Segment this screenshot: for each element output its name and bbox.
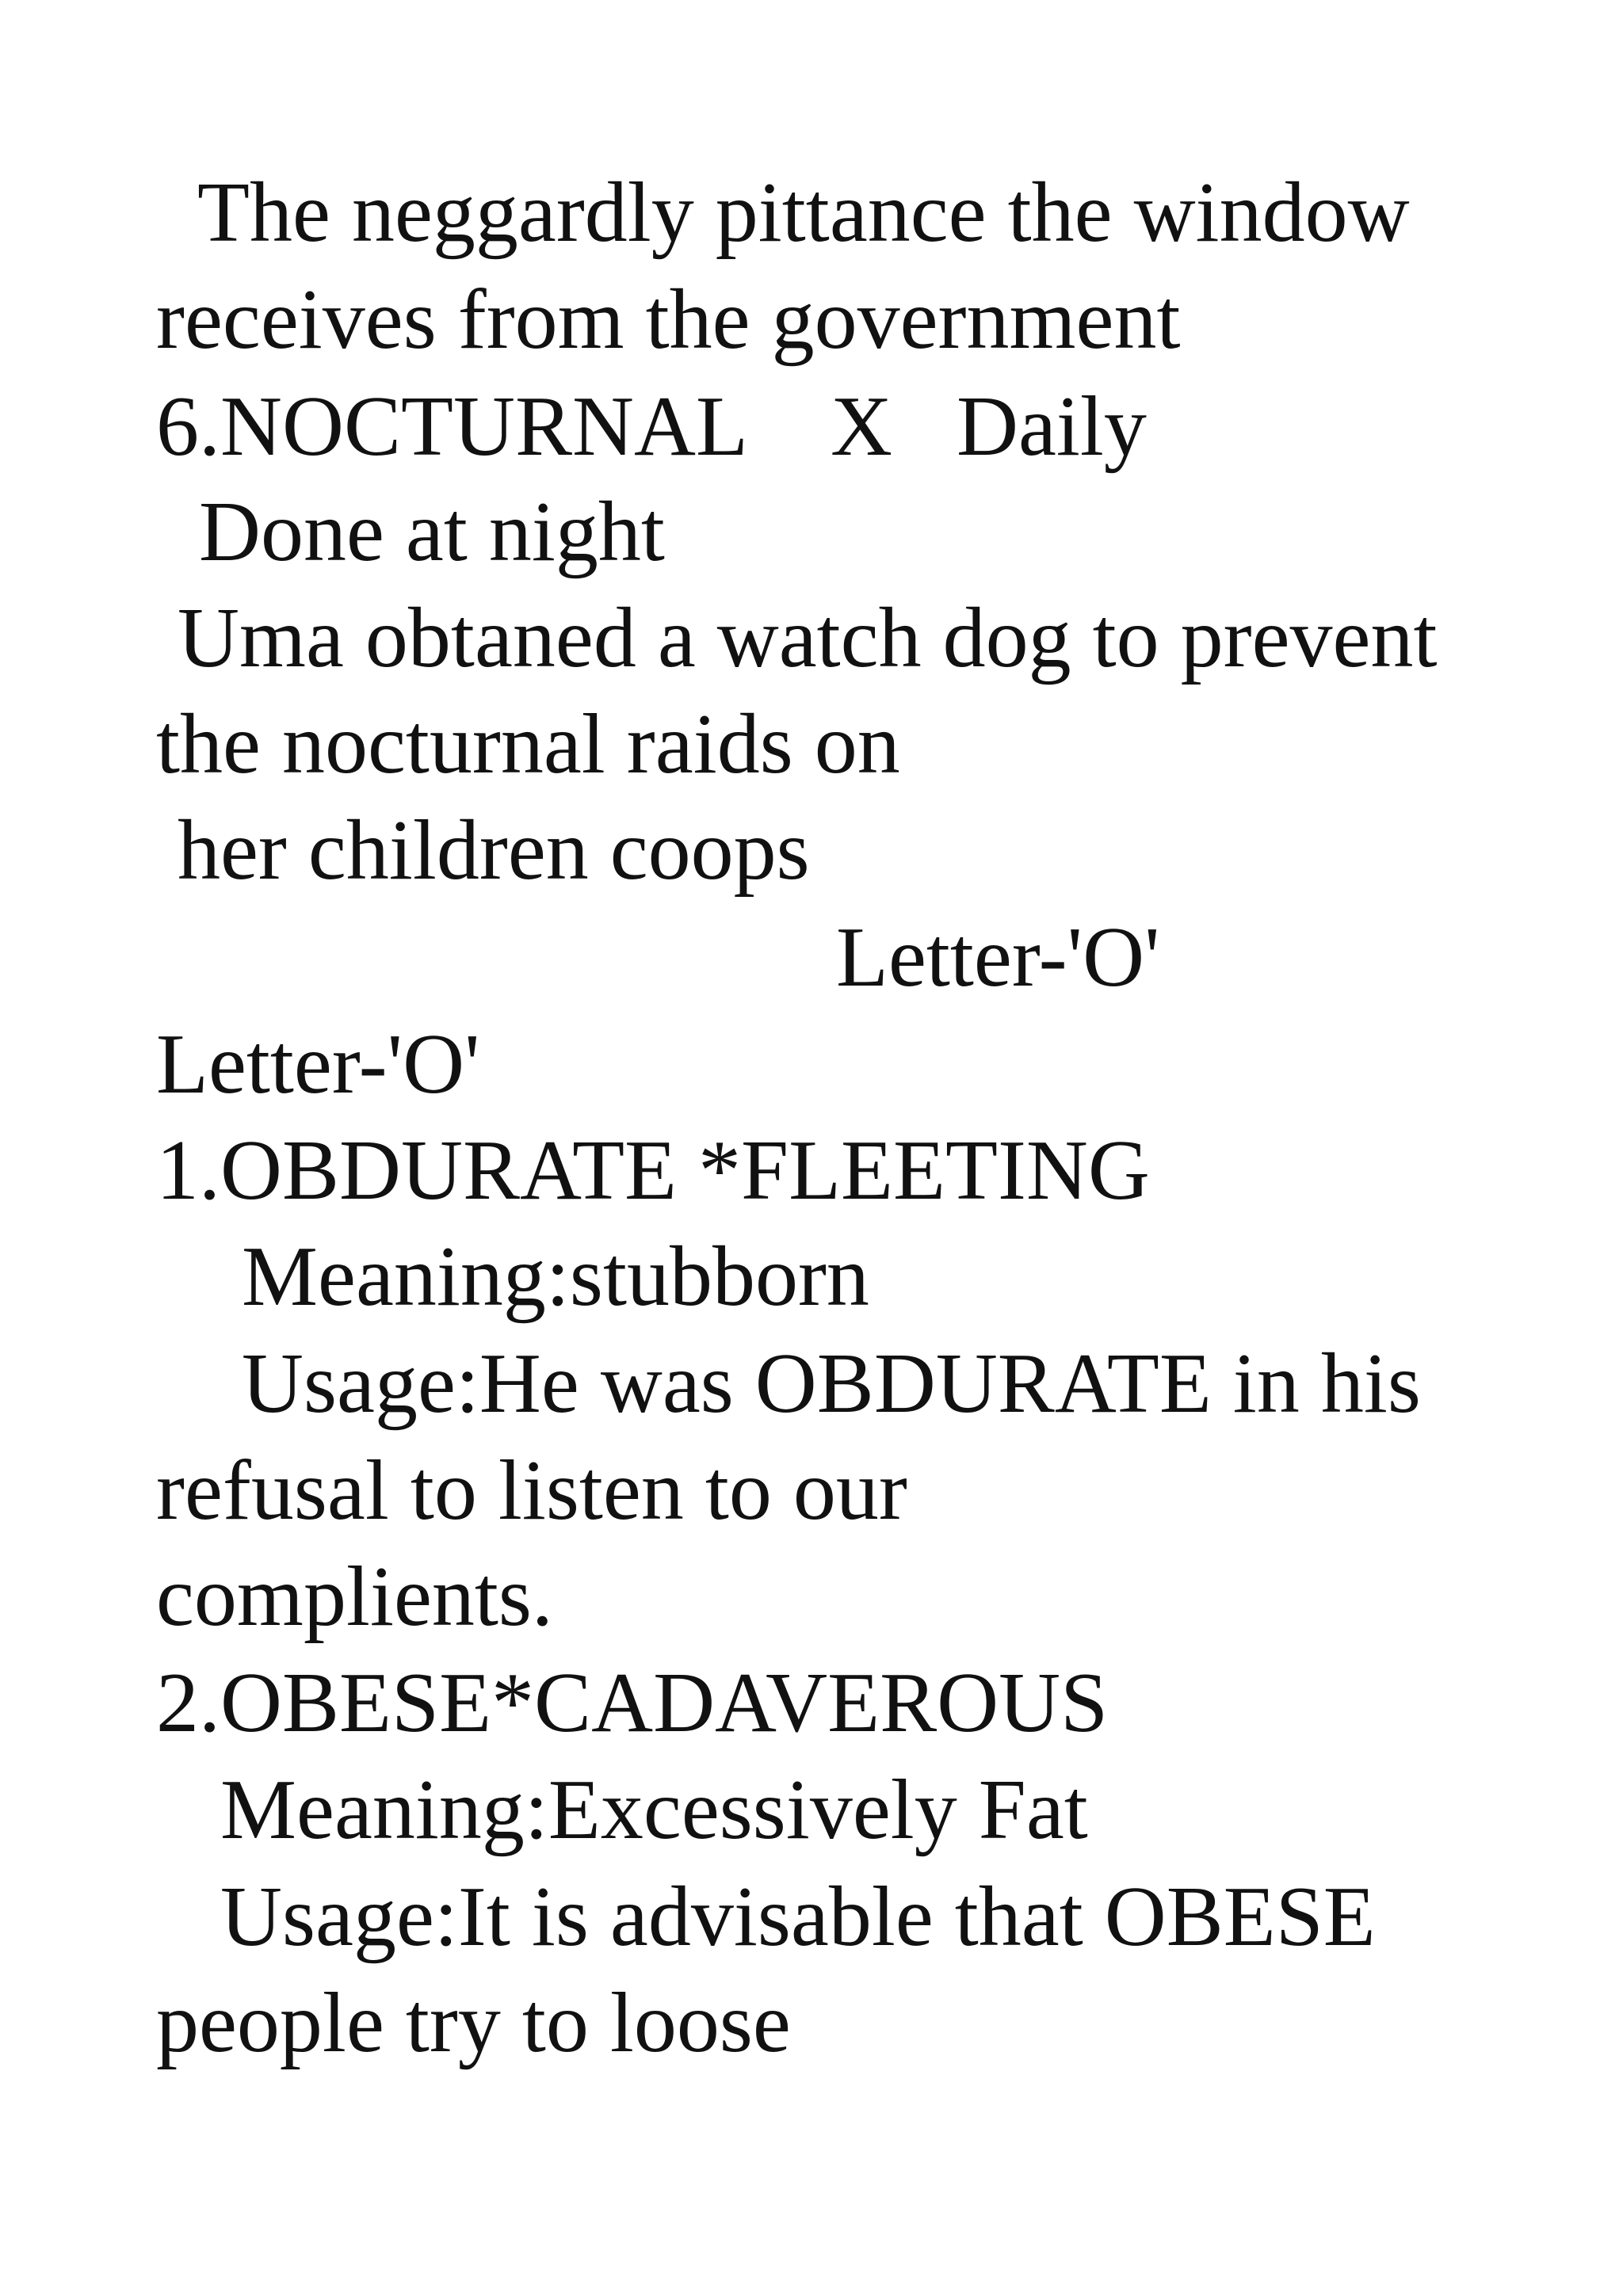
text-line: receives from the government bbox=[156, 273, 1181, 367]
text-line: complients. bbox=[156, 1550, 553, 1644]
text-line: her children coops bbox=[156, 803, 810, 898]
text-line: The neggardly pittance the window bbox=[156, 166, 1410, 260]
text-line: 1.OBDURATE *FLEETING bbox=[156, 1123, 1150, 1218]
text-line: the nocturnal raids on bbox=[156, 697, 900, 791]
text-line: 6.NOCTURNAL X Daily bbox=[156, 379, 1147, 474]
text-line: refusal to listen to our bbox=[156, 1444, 907, 1538]
text-line: Meaning:Excessively Fat bbox=[156, 1763, 1088, 1857]
text-line: Usage:It is advisable that OBESE bbox=[156, 1870, 1376, 1964]
text-line: Usage:He was OBDURATE in his bbox=[156, 1337, 1421, 1431]
section-heading: Letter-'O' bbox=[156, 1017, 480, 1112]
text-line: people try to loose bbox=[156, 1976, 791, 2070]
text-line: Uma obtaned a watch dog to prevent bbox=[156, 591, 1438, 685]
text-line: 2.OBESE*CADAVEROUS bbox=[156, 1656, 1109, 1750]
section-heading: Letter-'O' bbox=[836, 910, 1160, 1005]
text-line: Done at night bbox=[156, 485, 665, 579]
text-line: Meaning:stubborn bbox=[156, 1230, 869, 1324]
